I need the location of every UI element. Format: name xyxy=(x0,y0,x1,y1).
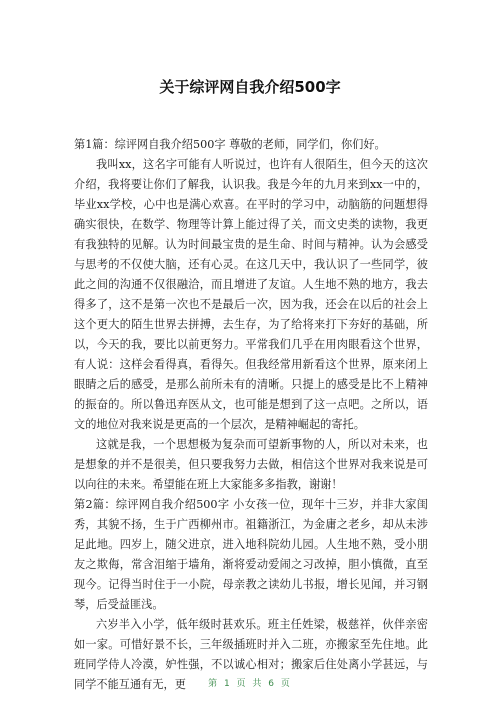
paragraph: 我叫xx，这名字可能有人听说过，也许有人很陌生，但今天的这次介绍，我将要让你们了解我，认识我。我是今年的九月来到xx一中的，毕业xx学校，心中也是满心欢喜。在平时的学习中，动脑筋的问题想得确实很快，在数学、物理等计算上能过得了关，而文史类的读物，我更有我独特的见解。认为时间最宝贵的是生命、时间与精神。认为会感受与思考的不仅使大脑，还有心灵。在这几天中，我认识了一些同学，彼此之间的沟通不仅很融洽，而且增进了友谊。人生地不熟的地方，我去得多了，这不是第一次也不是最后一次，因为我，还会在以后的社会上这个更大的陌生世界去拼搏，去生存，为了给将来打下夯好的基础，所以，今天的我，要比以前更努力。平常我们几乎在用肉眼看这个世界，有人说：这样会看得真，看得矢。但我经常用新看这个世界，原来闭上眼睛之后的感受，是那么前所未有的清晰。只提上的感受是比不上精神的振奋的。所以鲁迅弃医从文，也可能是想到了这一点吧。之所以，语文的地位对我来说是更高的一个层次，是精神崛起的寄托。 xyxy=(74,158,428,431)
page-number-footer: 第 1 页 共 6 页 xyxy=(208,679,292,689)
paragraph: 这就是我，一个思想极为复杂而可望新事物的人，所以对未来，也是想象的并不是很美，但只要我努力去做，相信这个世界对我来说是可以向往的未来。希望能在班上大家能多多指教，谢谢！ xyxy=(74,438,428,491)
document-body xyxy=(74,135,428,695)
document-title: 关于综评网自我介绍500字 xyxy=(159,78,341,96)
paragraph: 第1篇：综评网自我介绍500字 尊敬的老师，同学们，你们好。 xyxy=(74,138,386,151)
paragraph: 六岁半入小学，低年级时甚欢乐。班主任姓梁，极慈祥，伙伴亲密如一家。可惜好景不长，三年级插班时并入二班，亦搬家至先住地。此班同学侍人冷漠，妒性强，不以诚心相对；搬家后住处离小学甚远，与同学不能互通有无，更 xyxy=(74,618,428,691)
paragraph: 第2篇：综评网自我介绍500字 小女孩一位，现年十三岁，并非大家闺秀，其貌不扬，生于广西柳州市。祖籍浙江，为金庸之老乡，却从未涉足此地。四岁上，随父进京，进入地科院幼儿园。人生地不熟，受小朋友之欺侮，常含泪缩于墙角，渐将爱动爱闹之习改掉，胆小慎微，直至现今。记得当时住于一小院，母亲教之读幼儿书报，增长见闻，并习钢琴，后受益匪浅。 xyxy=(74,498,428,611)
